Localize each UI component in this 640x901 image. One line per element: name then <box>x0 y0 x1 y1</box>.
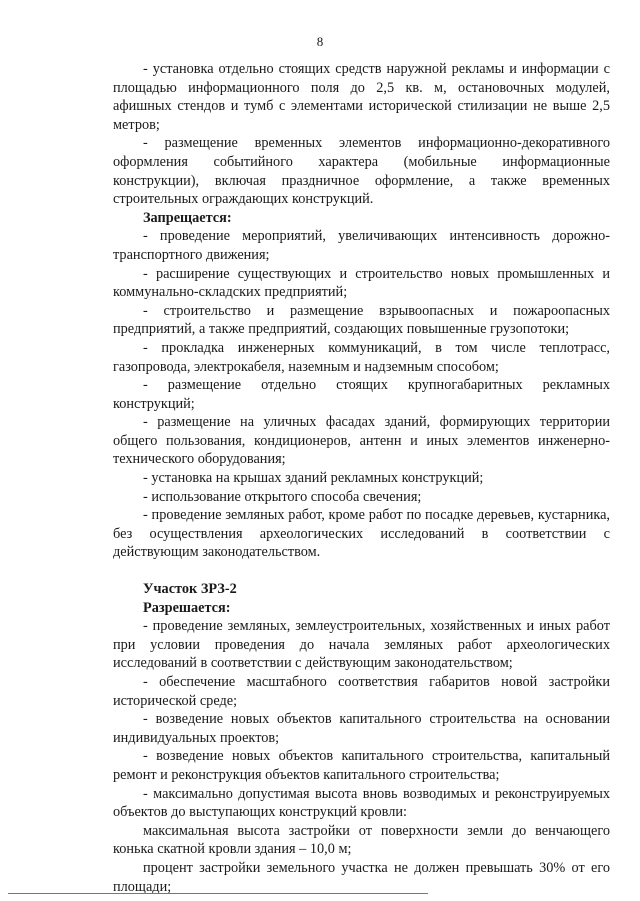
document-body <box>113 60 610 896</box>
paragraph: - возведение новых объектов капитального строительства, капитальный ремонт и реконструкция объектов капитального строительства; <box>113 748 610 783</box>
paragraph: - обеспечение масштабного соответствия габаритов новой застройки исторической среде; <box>113 674 610 709</box>
paragraph: - размещение на уличных фасадах зданий, формирующих территории общего пользования, кондиционеров, антенн и иных элементов инженерно-технического оборудования; <box>113 414 610 468</box>
paragraph: - строительство и размещение взрывоопасных и пожароопасных предприятий, а также предприятий, создающих повышенные грузопотоки; <box>113 302 610 338</box>
section-heading: Запрещается: <box>143 209 232 226</box>
paragraph: - использование открытого способа свечения; <box>143 488 422 505</box>
paragraph: - максимально допустимая высота вновь возводимых и реконструируемых объектов до выступающих конструкций кровли: <box>113 785 610 821</box>
section-heading: Разрешается: <box>143 599 231 616</box>
paragraph: - размещение отдельно стоящих крупногабаритных рекламных конструкций; <box>113 377 610 412</box>
paragraph: - проведение земляных, землеустроительных, хозяйственных и иных работ при условии проведения до начала земляных работ археологических исследований в соответствии с действующим законодательством; <box>113 618 610 672</box>
paragraph: - размещение временных элементов информационно-декоративного оформления событийного характера (мобильные информационные конструкции), включая праздничное оформление, а также временных строительных ограждающих конструкций. <box>113 135 610 208</box>
paragraph: - проведение мероприятий, увеличивающих интенсивность дорожно-транспортного движения; <box>113 228 610 263</box>
paragraph: - возведение новых объектов капитального строительства на основании индивидуальных проектов; <box>113 711 610 746</box>
footer-rule <box>8 893 428 894</box>
paragraph: - проведение земляных работ, кроме работ по посадке деревьев, кустарника, без осуществления археологических исследований в соответствии с действующим законодательством. <box>113 507 610 561</box>
paragraph: - установка отдельно стоящих средств наружной рекламы и информации с площадью информационного поля до 2,5 кв. м, остановочных модулей, афишных стендов и тумб с элементами исторической стилизации не выше 2,5 метров; <box>113 61 610 133</box>
paragraph: максимальная высота застройки от поверхности земли до венчающего конька скатной кровли здания – 10,0 м; <box>113 822 610 858</box>
paragraph: процент застройки земельного участка не должен превышать 30% от его площади; <box>113 859 610 895</box>
spacer <box>113 562 610 580</box>
zone-title: Участок ЗРЗ-2 <box>143 581 237 598</box>
page-number: 8 <box>316 34 324 49</box>
paragraph: - расширение существующих и строительство новых промышленных и коммунально-складских предприятий; <box>113 265 610 301</box>
paragraph: - установка на крышах зданий рекламных конструкций; <box>143 470 484 487</box>
paragraph: - прокладка инженерных коммуникаций, в том числе теплотрасс, газопровода, электрокабеля, наземным и надземным способом; <box>113 339 610 375</box>
